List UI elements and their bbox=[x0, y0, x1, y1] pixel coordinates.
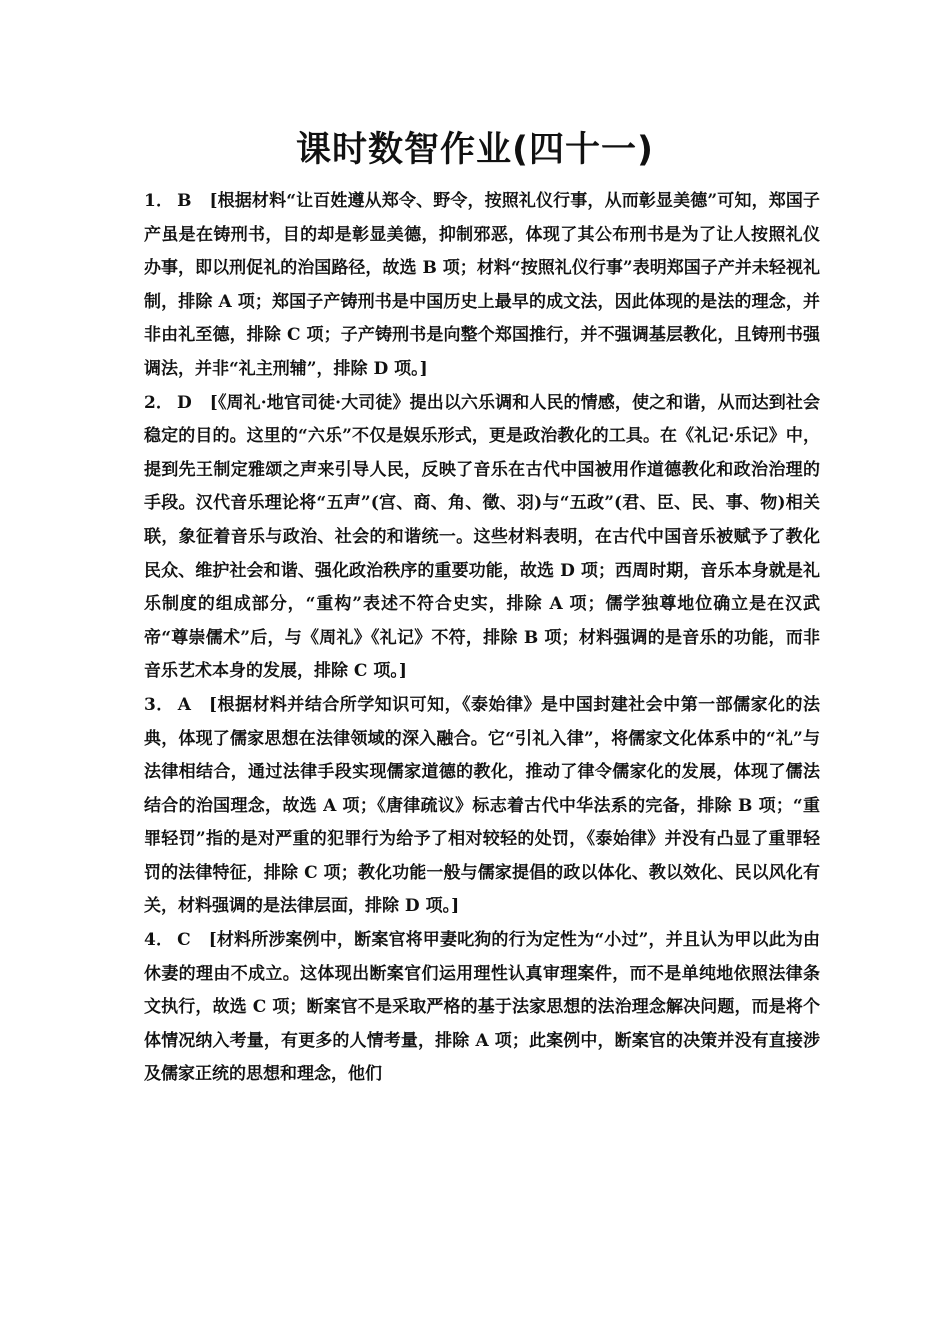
item-number: 2． bbox=[144, 392, 174, 413]
answer-item-2 bbox=[144, 387, 820, 689]
item-number: 4． bbox=[144, 930, 174, 951]
item-explanation: [《周礼·地官司徒·大司徒》提出以六乐调和人民的情感，使之和谐，从而达到社会稳定的目的。这里的“六乐”不仅是娱乐形式，更是政治教化的工具。在《礼记·乐记》中，提到先王制定雅颂之声来引导人民，反映了音乐在古代中国被用作道德教化和政治治理的手段。汉代音乐理论将“五声”(宫、商、角、徵、羽)与“五政”(君、臣、民、事、物)相关联，象征着音乐与政治、社会的和谐统一。这些材料表明，在古代中国音乐被赋予了教化民众、维护社会和谐、强化政治秩序的重要功能，故选 D 项；西周时期，音乐本身就是礼乐制度的组成部分，“重构”表述不符合史实，排除 A 项；儒学独尊地位确立是在汉武帝“尊崇儒术”后，与《周礼》《礼记》不符，排除 B 项；材料强调的是音乐的功能，而非音乐艺术本身的发展，排除 C 项。] bbox=[144, 392, 820, 682]
answer-item-1 bbox=[144, 185, 820, 387]
answer-item-4 bbox=[144, 924, 820, 1092]
answer-item-3 bbox=[144, 689, 820, 924]
item-explanation: [材料所涉案例中，断案官将甲妻叱狗的行为定性为“小过”，并且认为甲以此为由休妻的理由不成立。这体现出断案官们运用理性认真审理案件，而不是单纯地依照法律条文执行，故选 C 项；断案官不是采取严格的基于法家思想的法治理念解决问题，而是将个体情况纳入考量，有更多的人情考量，排除 A 项；此案例中，断案官的决策并没有直接涉及儒家正统的思想和理念，他们 bbox=[144, 930, 820, 1085]
item-number: 3． bbox=[144, 694, 174, 715]
answer-list bbox=[144, 185, 820, 1092]
page-title: 课时数智作业(四十一) bbox=[296, 130, 654, 170]
item-explanation: [根据材料“让百姓遵从郑令、野令，按照礼仪行事，从而彰显美德”可知，郑国子产虽是在铸刑书，目的却是彰显美德，抑制邪恶，体现了其公布刑书是为了让人按照礼仪办事，即以刑促礼的治国路径，故选 B 项；材料“按照礼仪行事”表明郑国子产并未轻视礼制，排除 A 项；郑国子产铸刑书是中国历史上最早的成文法，因此体现的是法的理念，并非由礼至德，排除 C 项；子产铸刑书是向整个郑国推行，并不强调基层教化，且铸刑书强调法，并非“礼主刑辅”，排除 D 项。] bbox=[144, 191, 820, 379]
item-answer: C bbox=[177, 930, 191, 951]
item-answer: B bbox=[177, 191, 192, 211]
item-explanation: [根据材料并结合所学知识可知，《泰始律》是中国封建社会中第一部儒家化的法典，体现了儒家思想在法律领域的深入融合。它“引礼入律”，将儒家文化体系中的“礼”与法律相结合，通过法律手段实现儒家道德的教化，推动了律令儒家化的发展，体现了儒法结合的治国理念，故选 A 项；《唐律疏议》标志着古代中华法系的完备，排除 B 项；“重罪轻罚”指的是对严重的犯罪行为给予了相对较轻的处罚，《泰始律》并没有凸显了重罪轻罚的法律特征，排除 C 项；教化功能一般与儒家提倡的政以体化、教以效化、民以风化有关，材料强调的是法律层面，排除 D 项。] bbox=[144, 694, 820, 917]
item-answer: D bbox=[177, 392, 192, 413]
item-number: 1． bbox=[144, 191, 174, 211]
item-answer: A bbox=[177, 694, 191, 715]
